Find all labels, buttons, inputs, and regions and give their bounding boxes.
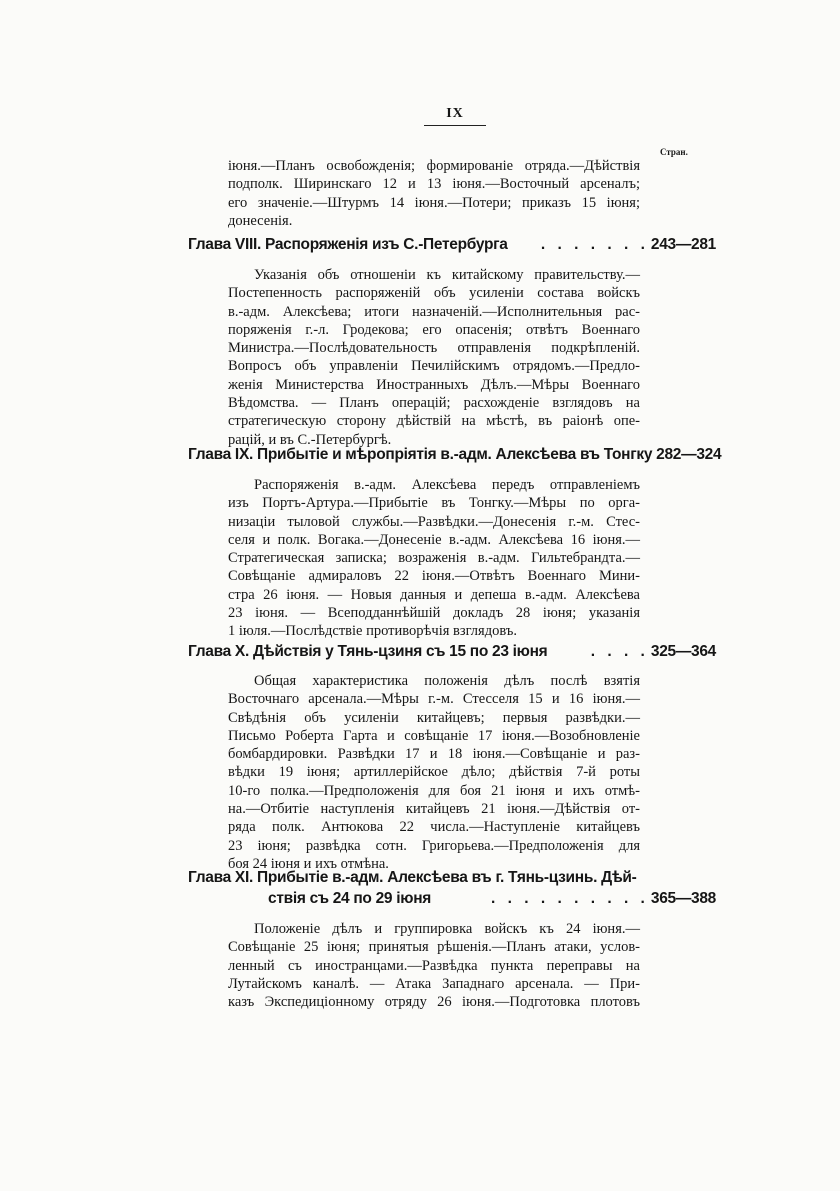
text-line: его значеніе.—Штурмъ 14 іюня.—Потери; приказъ 15 іюня; — [228, 194, 640, 211]
intro-paragraph — [228, 157, 640, 230]
text-line: Распоряженія в.-адм. Алексѣева передъ отправленіемъ — [254, 477, 640, 493]
chapter-title: Глава IX. Прибытіе и мѣропріятія в.-адм. Алексѣева въ Тонгку — [188, 446, 653, 463]
text-line: Стратегическая записка; возраженія в.-адм. Гильтебрандта.— — [228, 550, 640, 567]
text-line: іюня.—Планъ освобожденія; формированіе отряда.—Дѣйствія — [228, 158, 640, 174]
text-line: 23 іюня. — Всеподданнѣйшій докладъ 28 іюня; указанія — [228, 605, 640, 622]
chapter-8-heading — [188, 236, 716, 254]
chapter-10-heading — [188, 643, 716, 661]
text-line: 1 іюля.—Послѣдствіе противорѣчія взглядовъ. — [228, 623, 517, 640]
text-line: Вопросъ объ управленіи Печилійскимъ отрядомъ.—Предло- — [228, 358, 640, 375]
text-line: Свѣдѣнія объ усиленіи китайцевъ; первыя развѣдки.— — [228, 709, 640, 726]
leader-dots: . . . . . . . — [540, 236, 649, 253]
text-line: стра 26 іюня. — Новыя данныя и депеша в.-адм. Алексѣева — [228, 586, 640, 603]
text-line: ленный съ иностранцами.—Развѣдка пункта переправы на — [228, 957, 640, 974]
text-line: Общая характеристика положенія дѣлъ послѣ взятія — [254, 673, 640, 689]
text-line: Совѣщаніе адмираловъ 22 іюня.—Отвѣтъ Военнаго Мини- — [228, 568, 640, 585]
text-line: казъ Экспедиціонному отряду 26 іюня.—Подготовка плотовъ — [228, 994, 640, 1011]
text-line: Совѣщаніе 25 іюня; принятыя рѣшенія.—Планъ атаки, услов- — [228, 939, 640, 956]
leader-dots: . . . . . . . . . . — [491, 890, 649, 907]
text-line: на.—Отбитіе наступленія китайцевъ 21 іюня.—Дѣйствія от- — [228, 801, 640, 818]
text-line: 10-го полка.—Предположенія для боя 21 іюня и ихъ отмѣ- — [228, 782, 640, 799]
chapter-title: Глава VIII. Распоряженія изъ С.-Петербурга — [188, 236, 508, 253]
text-line: Положеніе дѣлъ и группировка войскъ къ 24 іюня.— — [254, 921, 640, 937]
chapter-10-summary — [228, 672, 640, 873]
chapter-pages: 243—281 — [650, 236, 716, 253]
text-line: вѣдки 19 іюня; артиллерійское дѣло; дѣйствія 7-й роты — [228, 764, 640, 781]
text-line: Письмо Роберта Гарта и совѣщаніе 17 іюня.—Возобновленіе — [228, 727, 640, 744]
chapter-9-heading — [188, 446, 722, 464]
text-line: Лутайскомъ каналѣ. — Атака Западнаго арсенала. — При- — [228, 975, 640, 992]
text-line: поряженія г.-л. Гродекова; его опасенія; отвѣтъ Военнаго — [228, 321, 640, 338]
chapter-title: Глава X. Дѣйствія у Тянь-цзиня съ 15 по 23 іюня — [188, 643, 548, 660]
text-line: 23 іюня; развѣдка сотн. Григорьева.—Предположенія для — [228, 837, 640, 854]
page-number: IX — [424, 106, 486, 126]
leader-dots: . . . . — [590, 643, 649, 660]
text-line: изъ Портъ-Артура.—Прибытіе въ Тонгку.—Мѣры по орга- — [228, 495, 640, 512]
chapter-title-continued: ствія съ 24 по 29 іюня — [268, 890, 431, 907]
text-line: Указанія объ отношеніи къ китайскому правительству.— — [254, 267, 640, 283]
text-line: Восточнаго арсенала.—Мѣры г.-м. Стесселя 15 и 16 іюня.— — [228, 691, 640, 708]
text-line: Постепенность распоряженій объ усиленіи состава войскъ — [228, 285, 640, 302]
text-line: подполк. Ширинскаго 12 и 13 іюня.—Восточный арсеналъ; — [228, 176, 640, 193]
text-line: бомбардировки. Развѣдки 17 и 18 іюня.—Совѣщаніе и раз- — [228, 746, 640, 763]
text-line: Министра.—Послѣдовательность отправленія подкрѣпленій. — [228, 340, 640, 357]
text-line: женія Министерства Иностранныхъ Дѣлъ.—Мѣры Военнаго — [228, 376, 640, 393]
text-line: в.-адм. Алексѣева; итоги назначеній.—Исполнительныя рас- — [228, 303, 640, 320]
chapter-8-summary — [228, 266, 640, 449]
chapter-pages: 325—364 — [650, 643, 716, 660]
chapter-9-summary — [228, 476, 640, 641]
chapter-pages: 365—388 — [650, 890, 716, 907]
pages-column-label: Стран. — [660, 147, 688, 157]
text-line: стратегическую сторону дѣйствій на мѣстѣ, въ раіонѣ опе- — [228, 413, 640, 430]
text-line: боя 24 іюня и ихъ отмѣна. — [228, 855, 389, 872]
text-line: донесенія. — [228, 212, 293, 229]
text-line: Вѣдомства. — Планъ операцій; расхожденіе взглядовъ на — [228, 395, 640, 412]
chapter-11-summary — [228, 920, 640, 1011]
text-line: селя и полк. Вогака.—Донесеніе в.-адм. Алексѣева 16 іюня.— — [228, 531, 640, 548]
text-line: низаціи тыловой службы.—Развѣдки.—Донесенія г.-м. Стес- — [228, 513, 640, 530]
chapter-title: Глава XI. Прибытіе в.-адм. Алексѣева въ г. Тянь-цзинь. Дѣй- — [188, 869, 637, 886]
chapter-11-heading — [188, 869, 716, 908]
text-line: ряда полк. Антюкова 22 числа.—Наступленіе китайцевъ — [228, 819, 640, 836]
text-line: рацій, и въ С.-Петербургѣ. — [228, 431, 392, 448]
chapter-pages: 282—324 — [656, 446, 722, 463]
